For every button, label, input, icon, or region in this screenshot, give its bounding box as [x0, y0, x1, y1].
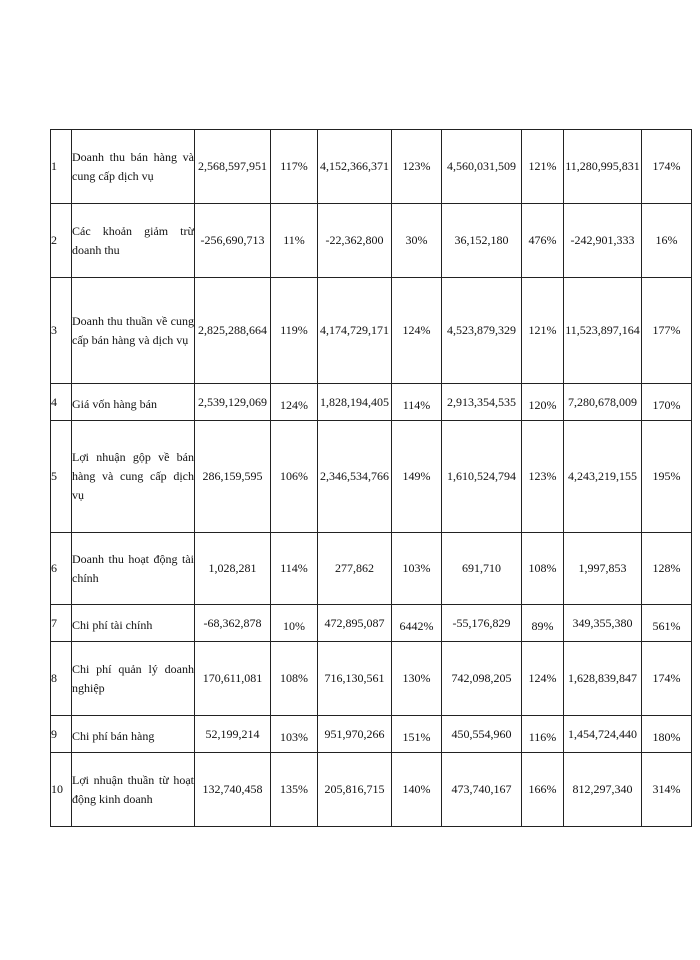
percent-cell: 30% [392, 204, 442, 278]
row-label: Lợi nhuận gộp về bán hàng và cung cấp dịch vụ [72, 421, 195, 533]
percent-cell: 135% [271, 753, 318, 827]
percent-cell: 103% [271, 716, 318, 753]
value-cell: 205,816,715 [318, 753, 392, 827]
row-number: 9 [51, 716, 72, 753]
value-cell: 277,862 [318, 533, 392, 605]
value-cell: 742,098,205 [442, 642, 522, 716]
value-cell: -242,901,333 [564, 204, 642, 278]
value-cell: 4,560,031,509 [442, 130, 522, 204]
percent-cell: 174% [642, 642, 692, 716]
percent-cell: 124% [392, 278, 442, 384]
table-row [51, 421, 692, 533]
value-cell: 132,740,458 [195, 753, 271, 827]
row-number: 5 [51, 421, 72, 533]
value-cell: 349,355,380 [564, 605, 642, 642]
percent-cell: 11% [271, 204, 318, 278]
value-cell: -68,362,878 [195, 605, 271, 642]
row-label: Doanh thu bán hàng và cung cấp dịch vụ [72, 130, 195, 204]
percent-cell: 128% [642, 533, 692, 605]
value-cell: -256,690,713 [195, 204, 271, 278]
percent-cell: 140% [392, 753, 442, 827]
value-cell: 450,554,960 [442, 716, 522, 753]
table-row [51, 384, 692, 421]
percent-cell: 151% [392, 716, 442, 753]
percent-cell: 149% [392, 421, 442, 533]
percent-cell: 108% [522, 533, 564, 605]
percent-cell: 177% [642, 278, 692, 384]
value-cell: 691,710 [442, 533, 522, 605]
value-cell: 472,895,087 [318, 605, 392, 642]
value-cell: 1,610,524,794 [442, 421, 522, 533]
table-row [51, 642, 692, 716]
value-cell: -22,362,800 [318, 204, 392, 278]
percent-cell: 561% [642, 605, 692, 642]
value-cell: 2,346,534,766 [318, 421, 392, 533]
value-cell: 1,628,839,847 [564, 642, 642, 716]
value-cell: 4,152,366,371 [318, 130, 392, 204]
value-cell: 2,913,354,535 [442, 384, 522, 421]
value-cell: 7,280,678,009 [564, 384, 642, 421]
percent-cell: 108% [271, 642, 318, 716]
percent-cell: 117% [271, 130, 318, 204]
row-label: Chi phí quản lý doanh nghiệp [72, 642, 195, 716]
percent-cell: 166% [522, 753, 564, 827]
value-cell: 11,280,995,831 [564, 130, 642, 204]
value-cell: 1,828,194,405 [318, 384, 392, 421]
table-row [51, 716, 692, 753]
row-label: Doanh thu hoạt động tài chính [72, 533, 195, 605]
row-number: 4 [51, 384, 72, 421]
value-cell: 2,539,129,069 [195, 384, 271, 421]
row-label: Lợi nhuận thuần từ hoạt động kinh doanh [72, 753, 195, 827]
percent-cell: 106% [271, 421, 318, 533]
value-cell: -55,176,829 [442, 605, 522, 642]
percent-cell: 10% [271, 605, 318, 642]
value-cell: 1,454,724,440 [564, 716, 642, 753]
percent-cell: 119% [271, 278, 318, 384]
percent-cell: 123% [522, 421, 564, 533]
percent-cell: 16% [642, 204, 692, 278]
table-row [51, 605, 692, 642]
row-label: Chi phí bán hàng [72, 716, 195, 753]
table-row [51, 533, 692, 605]
percent-cell: 130% [392, 642, 442, 716]
financial-table [50, 129, 692, 827]
value-cell: 2,568,597,951 [195, 130, 271, 204]
value-cell: 286,159,595 [195, 421, 271, 533]
percent-cell: 121% [522, 278, 564, 384]
percent-cell: 114% [271, 533, 318, 605]
table-row [51, 278, 692, 384]
table-row [51, 753, 692, 827]
value-cell: 716,130,561 [318, 642, 392, 716]
percent-cell: 114% [392, 384, 442, 421]
row-number: 6 [51, 533, 72, 605]
row-number: 1 [51, 130, 72, 204]
value-cell: 812,297,340 [564, 753, 642, 827]
percent-cell: 89% [522, 605, 564, 642]
row-number: 7 [51, 605, 72, 642]
table-row [51, 130, 692, 204]
percent-cell: 103% [392, 533, 442, 605]
row-label: Các khoản giảm trừ doanh thu [72, 204, 195, 278]
row-label: Giá vốn hàng bán [72, 384, 195, 421]
value-cell: 951,970,266 [318, 716, 392, 753]
percent-cell: 6442% [392, 605, 442, 642]
table-row [51, 204, 692, 278]
percent-cell: 314% [642, 753, 692, 827]
value-cell: 473,740,167 [442, 753, 522, 827]
percent-cell: 124% [522, 642, 564, 716]
percent-cell: 180% [642, 716, 692, 753]
percent-cell: 121% [522, 130, 564, 204]
percent-cell: 174% [642, 130, 692, 204]
percent-cell: 116% [522, 716, 564, 753]
percent-cell: 120% [522, 384, 564, 421]
row-label: Chi phí tài chính [72, 605, 195, 642]
percent-cell: 170% [642, 384, 692, 421]
percent-cell: 476% [522, 204, 564, 278]
value-cell: 1,028,281 [195, 533, 271, 605]
percent-cell: 195% [642, 421, 692, 533]
row-number: 10 [51, 753, 72, 827]
row-number: 8 [51, 642, 72, 716]
percent-cell: 124% [271, 384, 318, 421]
value-cell: 52,199,214 [195, 716, 271, 753]
value-cell: 2,825,288,664 [195, 278, 271, 384]
value-cell: 1,997,853 [564, 533, 642, 605]
row-number: 3 [51, 278, 72, 384]
row-label: Doanh thu thuần về cung cấp bán hàng và dịch vụ [72, 278, 195, 384]
value-cell: 4,243,219,155 [564, 421, 642, 533]
value-cell: 170,611,081 [195, 642, 271, 716]
value-cell: 4,174,729,171 [318, 278, 392, 384]
value-cell: 36,152,180 [442, 204, 522, 278]
value-cell: 11,523,897,164 [564, 278, 642, 384]
value-cell: 4,523,879,329 [442, 278, 522, 384]
percent-cell: 123% [392, 130, 442, 204]
row-number: 2 [51, 204, 72, 278]
